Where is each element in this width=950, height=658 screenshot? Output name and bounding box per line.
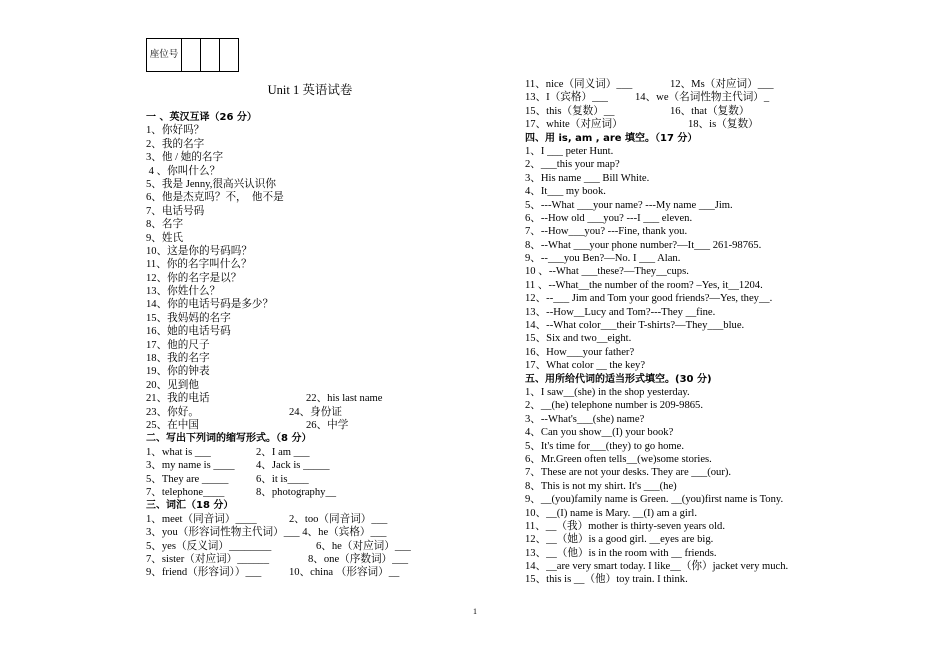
question-line: 11 、--What__the number of the room? –Yes, it__1204. <box>525 279 763 291</box>
question-line: 7、--How___you? ---Fine, thank you. <box>525 226 688 238</box>
question-line: 20、见到他 <box>146 379 199 391</box>
question-text: 4、Jack is _____ <box>256 460 330 472</box>
question-text: 7、telephone____ <box>146 486 225 498</box>
question-line <box>146 540 491 553</box>
question-line: 18、我的名字 <box>146 353 210 365</box>
question-line: 17、What color __ the key? <box>525 360 646 372</box>
question-line: 4 、你叫什么？ <box>146 165 221 177</box>
question-text: 13、I（宾格）___ <box>525 92 608 104</box>
question-line: 19、你的钟表 <box>146 366 210 378</box>
question-line: 5、我是 Jenny,很高兴认识你 <box>146 178 276 190</box>
left-column <box>146 111 491 580</box>
question-line: 15、我妈妈的名字 <box>146 312 231 324</box>
question-line: 11、__（我）mother is thirty-seven years old. <box>525 520 725 532</box>
page-number: 1 <box>473 607 477 616</box>
question-line: 9、--___you Ben?—No. I ___ Alan. <box>525 253 681 265</box>
section-heading: 一 、英汉互译（26 分） <box>146 112 257 123</box>
question-text: 1、what is ___ <box>146 446 211 458</box>
question-text: 11、nice（同义词）___ <box>525 79 633 90</box>
question-text: 22、his last name <box>306 393 383 405</box>
question-line <box>146 419 491 432</box>
question-text: 6、it is____ <box>256 473 309 485</box>
question-line: 9、姓氏 <box>146 232 184 244</box>
question-line: 1、I saw__(she) in the shop yesterday. <box>525 386 690 398</box>
question-line: 6、他是杰克吗？不， 他不是 <box>146 192 284 204</box>
question-line: 16、How___your father? <box>525 346 635 358</box>
question-text: 14、we（名词性物主代词）_ <box>635 92 770 104</box>
question-line: 3、His name ___ Bill White. <box>525 172 650 184</box>
question-line: 2、___this your map? <box>525 159 620 171</box>
question-line <box>146 446 491 459</box>
question-line: 16、她的电话号码 <box>146 326 231 338</box>
question-text: 17、white（对应词） <box>525 119 623 131</box>
question-text: 16、that（复数） <box>670 105 750 117</box>
seat-number-box <box>201 39 220 72</box>
question-line: 3、他 / 她的名字 <box>146 152 224 164</box>
question-line <box>146 553 491 566</box>
question-line <box>525 105 870 118</box>
seat-number-box <box>182 39 201 72</box>
question-line: 15、Six and two__eight. <box>525 333 632 345</box>
question-line: 4、It___ my book. <box>525 186 606 198</box>
question-line: 3、you（形容词性物主代词）___ 4、he（宾格）___ <box>146 527 387 539</box>
question-line: 7、These are not your desks. They are ___(our). <box>525 467 732 479</box>
question-line: 8、This is not my shirt. It's ___(he) <box>525 480 677 492</box>
question-text: 5、yes（反义词）________ <box>146 540 272 552</box>
section-heading: 二、写出下列词的缩写形式。（8 分） <box>146 433 312 445</box>
question-line <box>146 566 491 579</box>
question-line: 5、---What ___your name? ---My name ___Jim. <box>525 199 733 211</box>
question-line: 15、this is __（他）toy train. I think. <box>525 574 688 586</box>
question-line: 2、__(he) telephone number is 209-9865. <box>525 400 703 412</box>
question-line: 10、这是你的号码吗？ <box>146 245 252 257</box>
question-text: 2、too（同音词）___ <box>289 513 388 525</box>
question-line: 6、Mr.Green often tells__(we)some stories. <box>525 453 712 465</box>
question-text: 21、我的电话 <box>146 393 210 405</box>
question-line: 4、Can you show__(I) your book? <box>525 427 674 439</box>
question-text: 15、this（复数）__ <box>525 105 615 117</box>
question-text: 9、friend（形容词））___ <box>146 567 262 579</box>
right-column <box>525 78 870 587</box>
question-line: 2、我的名字 <box>146 138 205 150</box>
question-line: 10 、--What ___these?—They__cups. <box>525 266 689 278</box>
seat-number-box <box>220 39 239 72</box>
page-title: Unit 1 英语试卷 <box>267 83 353 97</box>
question-line: 13、你姓什么？ <box>146 286 221 298</box>
question-text: 3、my name is ____ <box>146 460 235 472</box>
question-line: 14、__are very smart today. I like__（你）jacket very much. <box>525 561 789 573</box>
question-line: 3、--What's___(she) name? <box>525 413 645 425</box>
question-line <box>525 118 870 131</box>
question-text: 23、你好。 <box>146 406 199 418</box>
question-line: 1、I ___ peter Hunt. <box>525 145 614 157</box>
section-heading: 三、词汇（18 分） <box>146 500 234 512</box>
question-text: 8、one（序数词）___ <box>308 553 409 565</box>
question-line: 17、他的尺子 <box>146 339 210 351</box>
question-line: 11、你的名字叫什么？ <box>146 259 252 271</box>
question-line: 1、你好吗？ <box>146 125 205 137</box>
question-line <box>146 406 491 419</box>
question-line: 14、你的电话号码是多少？ <box>146 299 274 311</box>
question-text: 26、中学 <box>306 419 349 431</box>
question-line: 12、__（她）is a good girl. __eyes are big. <box>525 534 714 546</box>
question-line: 5、It's time for___(they) to go home. <box>525 440 685 452</box>
question-text: 12、Ms（对应词）___ <box>670 79 774 90</box>
question-line <box>146 473 491 486</box>
question-line: 10、__(I) name is Mary. __(I) am a girl. <box>525 507 697 519</box>
question-text: 7、sister（对应词）______ <box>146 553 270 565</box>
question-line <box>146 513 491 526</box>
question-line <box>146 392 491 405</box>
question-line: 13、__（他）is in the room with __ friends. <box>525 547 717 559</box>
question-text: 25、在中国 <box>146 419 199 431</box>
seat-number-label: 座位号 <box>147 39 182 72</box>
question-line <box>525 78 870 91</box>
question-line: 6、--How old ___you? ---I ___ eleven. <box>525 212 693 224</box>
seat-number-table <box>146 38 239 72</box>
section-heading: 五、用所给代词的适当形式填空。(30 分) <box>525 373 712 385</box>
question-text: 8、photography__ <box>256 486 337 498</box>
question-line: 8、--What ___your phone number?—It___ 261-98765. <box>525 239 762 251</box>
question-text: 1、meet（同音词）____ <box>146 513 257 525</box>
question-line: 14、--What color___their T-shirts?—They___blue. <box>525 320 745 332</box>
question-line: 8、名字 <box>146 219 184 231</box>
question-line: 12、你的名字是以？ <box>146 272 242 284</box>
question-text: 10、china （形容词）__ <box>289 567 400 579</box>
section-heading: 四、用 is, am , are 填空。（17 分） <box>525 132 698 144</box>
question-line: 9、__(you)family name is Green. __(you)first name is Tony. <box>525 494 784 506</box>
question-line <box>525 91 870 104</box>
question-text: 2、I am ___ <box>256 446 310 458</box>
question-text: 6、he（对应词）___ <box>316 540 411 552</box>
question-text: 18、is（复数） <box>688 119 759 131</box>
question-line: 12、--___ Jim and Tom your good friends?—Yes, they__. <box>525 293 773 305</box>
question-line: 7、电话号码 <box>146 205 205 217</box>
question-line: 13、--How__Lucy and Tom?---They __fine. <box>525 306 716 318</box>
question-text: 5、They are _____ <box>146 473 229 485</box>
question-line <box>146 486 491 499</box>
question-text: 24、身份证 <box>289 406 342 418</box>
question-line <box>146 459 491 472</box>
